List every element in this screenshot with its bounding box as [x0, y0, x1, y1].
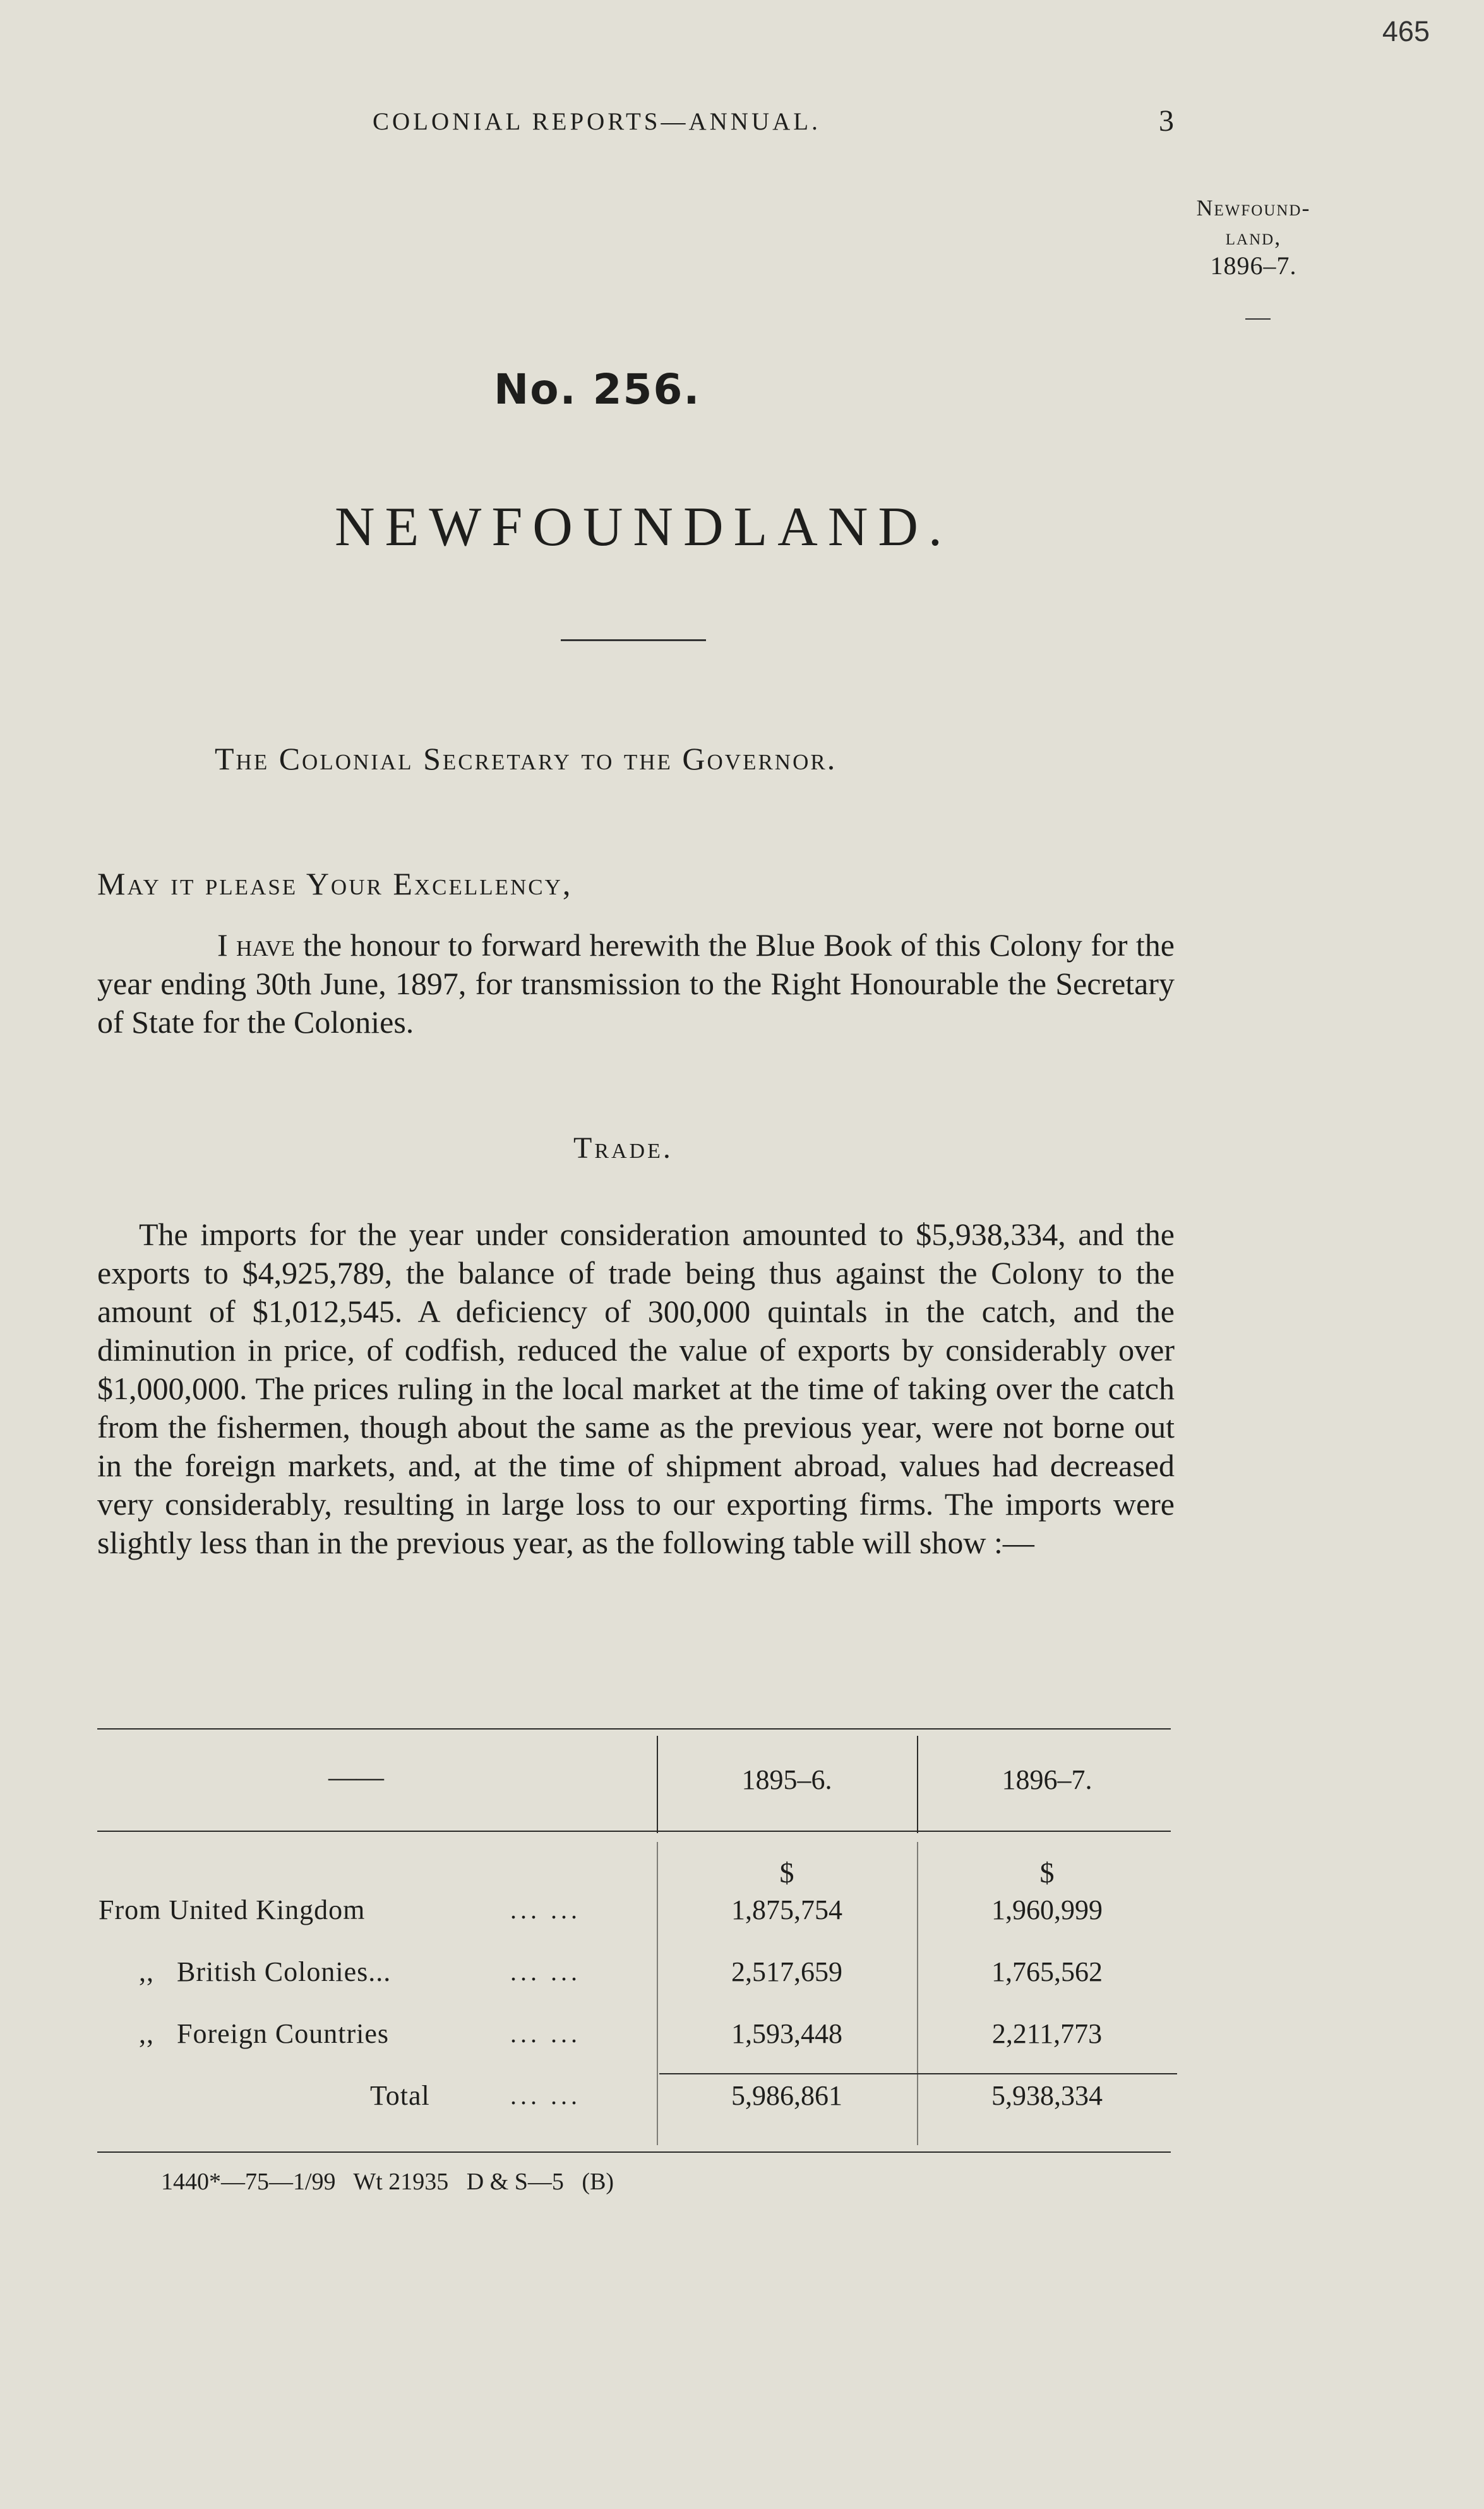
table-cell-1895: 2,517,659	[731, 1956, 842, 1987]
table-row-label: From United Kingdom	[99, 1894, 366, 1925]
intro-paragraph	[97, 926, 1175, 1042]
page-number: 465	[1382, 15, 1430, 47]
leader-dots: ... ...	[510, 2019, 581, 2048]
table-total-1896: 5,938,334	[991, 2080, 1103, 2111]
margin-note-line2: land,	[1225, 224, 1282, 250]
table-bottom-rule	[97, 2151, 1171, 2153]
margin-note-year: 1896–7.	[1210, 251, 1297, 280]
table-header-1896: 1896–7.	[1002, 1764, 1092, 1795]
table-total-1895: 5,986,861	[731, 2080, 842, 2111]
salutation: May it please Your Excellency,	[97, 866, 573, 901]
table-cell-1896: 1,960,999	[991, 1894, 1103, 1925]
printer-imprint: 1440*—75—1/99 Wt 21935 D & S—5 (B)	[161, 2169, 614, 2195]
table-row-label: ,, Foreign Countries	[139, 2018, 389, 2049]
address-line: The Colonial Secretary to the Governor.	[215, 741, 837, 776]
intro-lead: I have	[217, 927, 295, 963]
table-divider-2-body	[917, 1842, 918, 2145]
running-head-page: 3	[1159, 104, 1174, 138]
intro-text: the honour to forward herewith the Blue Book of this Colony for the year ending 30th June, 1897, for transmission to the Right Honourable the Secretary of State for the Colonies.	[97, 927, 1175, 1040]
table-divider-1-header	[657, 1736, 658, 1833]
table-header-rule	[97, 1831, 1171, 1832]
colony-title: NEWFOUNDLAND.	[335, 496, 952, 558]
table-total-label: Total	[370, 2080, 430, 2111]
table-cell-1896: 1,765,562	[991, 1956, 1103, 1987]
margin-rule	[1245, 318, 1271, 320]
leader-dots: ... ...	[510, 1958, 581, 1986]
table-cell-1895: 1,593,448	[731, 2018, 842, 2049]
table-cell-1896: 2,211,773	[991, 2018, 1103, 2049]
currency-1896: $	[1039, 1856, 1055, 1889]
table-divider-1-body	[657, 1842, 658, 2145]
document-number: No. 256.	[494, 365, 701, 414]
table-header-1895: 1895–6.	[741, 1764, 832, 1795]
currency-1895: $	[779, 1856, 794, 1889]
title-rule	[561, 639, 706, 641]
table-header-stub: ——	[328, 1762, 384, 1793]
running-head-title: COLONIAL REPORTS—ANNUAL.	[373, 108, 821, 135]
margin-note-line1: Newfound-	[1196, 195, 1311, 220]
leader-dots: ... ...	[510, 2081, 581, 2110]
margin-note	[1175, 193, 1332, 280]
table-cell-1895: 1,875,754	[731, 1894, 842, 1925]
trade-heading: Trade.	[573, 1131, 673, 1165]
table-top-rule	[97, 1728, 1171, 1730]
trade-paragraph: The imports for the year under consideration amounted to $5,938,334, and the exports to $4,925,789, the balance of trade being thus against the Colony to the amount of $1,012,545. A deficiency of 300,000 quintals in the catch, and the diminution in price, of codfish, reduced the value of exports by considerably over $1,000,000. The prices ruling in the local market at the time of taking over the catch from the fishermen, though about the same as the previous year, were not borne out in the foreign markets, and, at the time of shipment abroad, values had decreased very considerably, resulting in large loss to our exporting firms. The imports were slightly less than in the previous year, as the following table will show :—	[97, 1217, 1175, 1560]
leader-dots: ... ...	[510, 1896, 581, 1924]
table-total-rule	[659, 2073, 1177, 2074]
table-divider-2-header	[917, 1736, 918, 1833]
table-row-label: ,, British Colonies...	[139, 1956, 392, 1987]
